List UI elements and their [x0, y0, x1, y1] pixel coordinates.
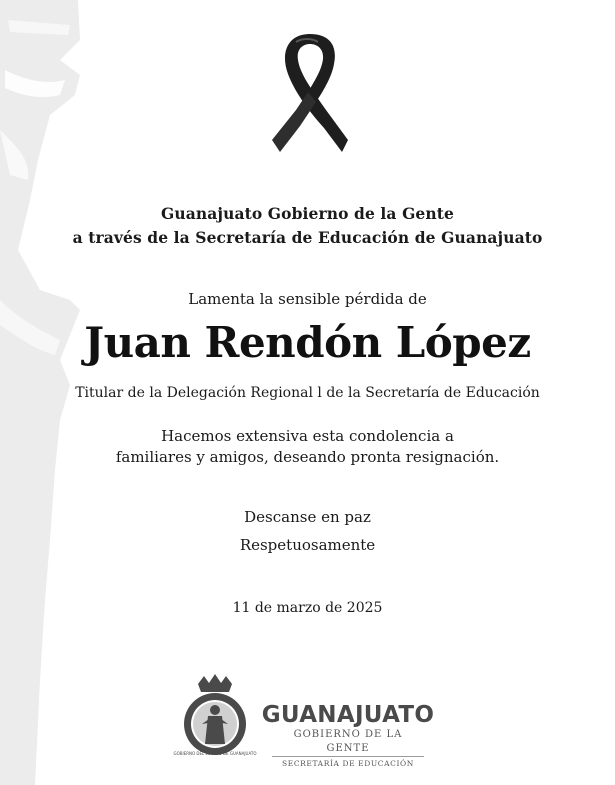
- guanajuato-logo: [258, 702, 438, 770]
- condolence-line-1: Hacemos extensiva esta condolencia a: [161, 427, 454, 445]
- lament-text: Lamenta la sensible pérdida de: [188, 290, 427, 308]
- seal-text: GOBIERNO DEL ESTADO DE GUANAJUATO: [173, 751, 257, 756]
- condolence-message: [0, 426, 615, 468]
- deceased-name: Juan Rendón López: [84, 318, 531, 367]
- logo-subtitle: GOBIERNO DE LA GENTE: [272, 728, 424, 757]
- mourning-ribbon-icon: [266, 30, 350, 158]
- issuer-heading: [0, 202, 615, 250]
- deceased-role: Titular de la Delegación Regional l de la Secretaría de Educación: [75, 385, 540, 401]
- logo-department: SECRETARÍA DE EDUCACIÓN: [282, 759, 414, 768]
- issuer-line-1: Guanajuato Gobierno de la Gente: [161, 204, 454, 223]
- issuer-line-2: a través de la Secretaría de Educación de Guanajuato: [72, 228, 543, 247]
- rest-in-peace-text: Descanse en paz: [244, 508, 371, 526]
- date-text: 11 de marzo de 2025: [232, 600, 383, 616]
- state-seal-icon: [173, 674, 257, 758]
- condolence-line-2: familiares y amigos, deseando pronta resignación.: [115, 448, 500, 466]
- logo-name: GUANAJUATO: [261, 702, 435, 728]
- closing-text: Respetuosamente: [239, 536, 376, 554]
